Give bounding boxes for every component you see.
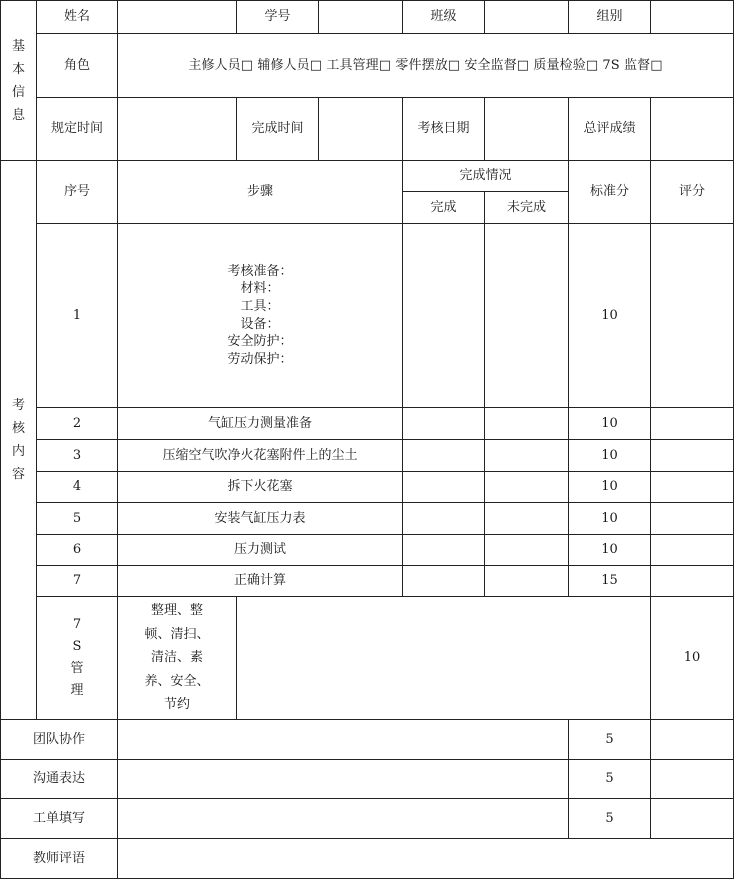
finish-time-label: 完成时间	[237, 98, 319, 161]
assess-header-row-1	[1, 161, 734, 192]
class-field[interactable]	[485, 1, 569, 34]
communication-remarks-field[interactable]	[118, 760, 569, 799]
score-cell[interactable]	[651, 503, 734, 535]
prep-line: 材料：	[240, 281, 280, 297]
seven-s-items: 整理、整顿、清扫、清洁、素养、安全、节约	[144, 603, 210, 713]
standard-score-cell: 15	[569, 566, 651, 597]
communication-score-field[interactable]	[651, 760, 734, 799]
worksheet-fill-score-field[interactable]	[651, 799, 734, 839]
prep-line: 工具：	[240, 298, 280, 314]
score-cell[interactable]	[651, 472, 734, 503]
extra-row-worksheet	[1, 799, 734, 839]
teamwork-label: 团队协作	[1, 720, 118, 760]
prep-row	[1, 224, 734, 408]
assess-section-label: 考核内容	[11, 398, 25, 482]
step-seq: 2	[37, 408, 118, 440]
basic-row-1	[1, 1, 734, 34]
done-cell[interactable]	[403, 566, 485, 597]
step-seq: 7	[37, 566, 118, 597]
step-row	[1, 440, 734, 472]
standard-score-cell: 10	[569, 472, 651, 503]
basic-row-3	[1, 98, 734, 161]
done-cell[interactable]	[403, 503, 485, 535]
done-cell[interactable]	[403, 408, 485, 440]
student-id-label: 学号	[237, 1, 319, 34]
step-row	[1, 472, 734, 503]
seven-s-standard-score: 10	[651, 597, 734, 720]
step-text: 安装气缸压力表	[118, 503, 403, 535]
completion-header: 完成情况	[403, 161, 569, 192]
role-options[interactable]	[118, 34, 734, 98]
step-text: 压力测试	[118, 535, 403, 566]
standard-score-cell: 10	[569, 535, 651, 566]
not-done-cell[interactable]	[485, 472, 569, 503]
assess-section-label-cell	[1, 161, 37, 720]
score-cell[interactable]	[651, 440, 734, 472]
step-seq: 5	[37, 503, 118, 535]
step-text: 拆下火花塞	[118, 472, 403, 503]
planned-time-label: 规定时间	[37, 98, 118, 161]
done-header: 完成	[403, 192, 485, 224]
student-id-field[interactable]	[319, 1, 403, 34]
assess-date-field[interactable]	[485, 98, 569, 161]
step-text: 压缩空气吹净火花塞附件上的尘土	[118, 440, 403, 472]
score-cell[interactable]	[651, 408, 734, 440]
score-cell[interactable]	[651, 535, 734, 566]
seven-s-section-label: 7S管理	[70, 617, 84, 698]
name-field[interactable]	[118, 1, 237, 34]
basic-row-2	[1, 34, 734, 98]
seq-header: 序号	[37, 161, 118, 224]
standard-score-cell: 10	[569, 408, 651, 440]
steps-header: 步骤	[118, 161, 403, 224]
communication-label: 沟通表达	[1, 760, 118, 799]
role-options-text: 主修人员□ 辅修人员□ 工具管理□ 零件摆放□ 安全监督□ 质量检验□ 7S 监督□	[188, 57, 663, 73]
assess-date-label: 考核日期	[403, 98, 485, 161]
class-label: 班级	[403, 1, 485, 34]
total-score-field[interactable]	[651, 98, 734, 161]
prep-line: 设备：	[240, 316, 280, 332]
step-seq: 3	[37, 440, 118, 472]
done-cell[interactable]	[403, 440, 485, 472]
step-row	[1, 535, 734, 566]
not-done-cell[interactable]	[485, 535, 569, 566]
extra-row-teamwork	[1, 720, 734, 760]
name-label: 姓名	[37, 1, 118, 34]
worksheet-fill-remarks-field[interactable]	[118, 799, 569, 839]
standard-score-cell: 10	[569, 503, 651, 535]
teamwork-standard-score: 5	[569, 720, 651, 760]
step-text: 正确计算	[118, 566, 403, 597]
total-score-label: 总评成绩	[569, 98, 651, 161]
prep-line: 安全防护：	[227, 334, 293, 350]
group-label: 组别	[569, 1, 651, 34]
teamwork-remarks-field[interactable]	[118, 720, 569, 760]
done-cell[interactable]	[403, 224, 485, 408]
step-row	[1, 503, 734, 535]
score-cell[interactable]	[651, 224, 734, 408]
not-done-cell[interactable]	[485, 503, 569, 535]
teacher-comment-label: 教师评语	[1, 839, 118, 879]
prep-steps[interactable]	[118, 224, 403, 408]
prep-line: 考核准备：	[227, 263, 293, 279]
group-field[interactable]	[651, 1, 734, 34]
seven-s-items-cell	[118, 597, 237, 720]
standard-score-header: 标准分	[569, 161, 651, 224]
worksheet-fill-standard-score: 5	[569, 799, 651, 839]
teamwork-score-field[interactable]	[651, 720, 734, 760]
not-done-cell[interactable]	[485, 224, 569, 408]
not-done-cell[interactable]	[485, 440, 569, 472]
score-cell[interactable]	[651, 566, 734, 597]
seven-s-row	[1, 597, 734, 720]
teacher-comment-field[interactable]	[118, 839, 734, 879]
worksheet-fill-label: 工单填写	[1, 799, 118, 839]
score-header: 评分	[651, 161, 734, 224]
prep-line: 劳动保护：	[227, 351, 293, 367]
not-done-cell[interactable]	[485, 408, 569, 440]
step-row	[1, 408, 734, 440]
not-done-cell[interactable]	[485, 566, 569, 597]
teacher-comment-row	[1, 839, 734, 879]
planned-time-field[interactable]	[118, 98, 237, 161]
done-cell[interactable]	[403, 535, 485, 566]
basic-section-label-cell	[1, 1, 37, 161]
prep-seq: 1	[37, 224, 118, 408]
step-seq: 4	[37, 472, 118, 503]
standard-score-cell: 10	[569, 440, 651, 472]
step-seq: 6	[37, 535, 118, 566]
basic-section-label: 基本信息	[11, 38, 25, 123]
standard-score-cell: 10	[569, 224, 651, 408]
done-cell[interactable]	[403, 472, 485, 503]
communication-standard-score: 5	[569, 760, 651, 799]
seven-s-section-label-cell	[37, 597, 118, 720]
role-label: 角色	[37, 34, 118, 98]
seven-s-remarks-field[interactable]	[237, 597, 651, 720]
finish-time-field[interactable]	[319, 98, 403, 161]
not-done-header: 未完成	[485, 192, 569, 224]
step-row	[1, 566, 734, 597]
step-text: 气缸压力测量准备	[118, 408, 403, 440]
extra-row-communication	[1, 760, 734, 799]
